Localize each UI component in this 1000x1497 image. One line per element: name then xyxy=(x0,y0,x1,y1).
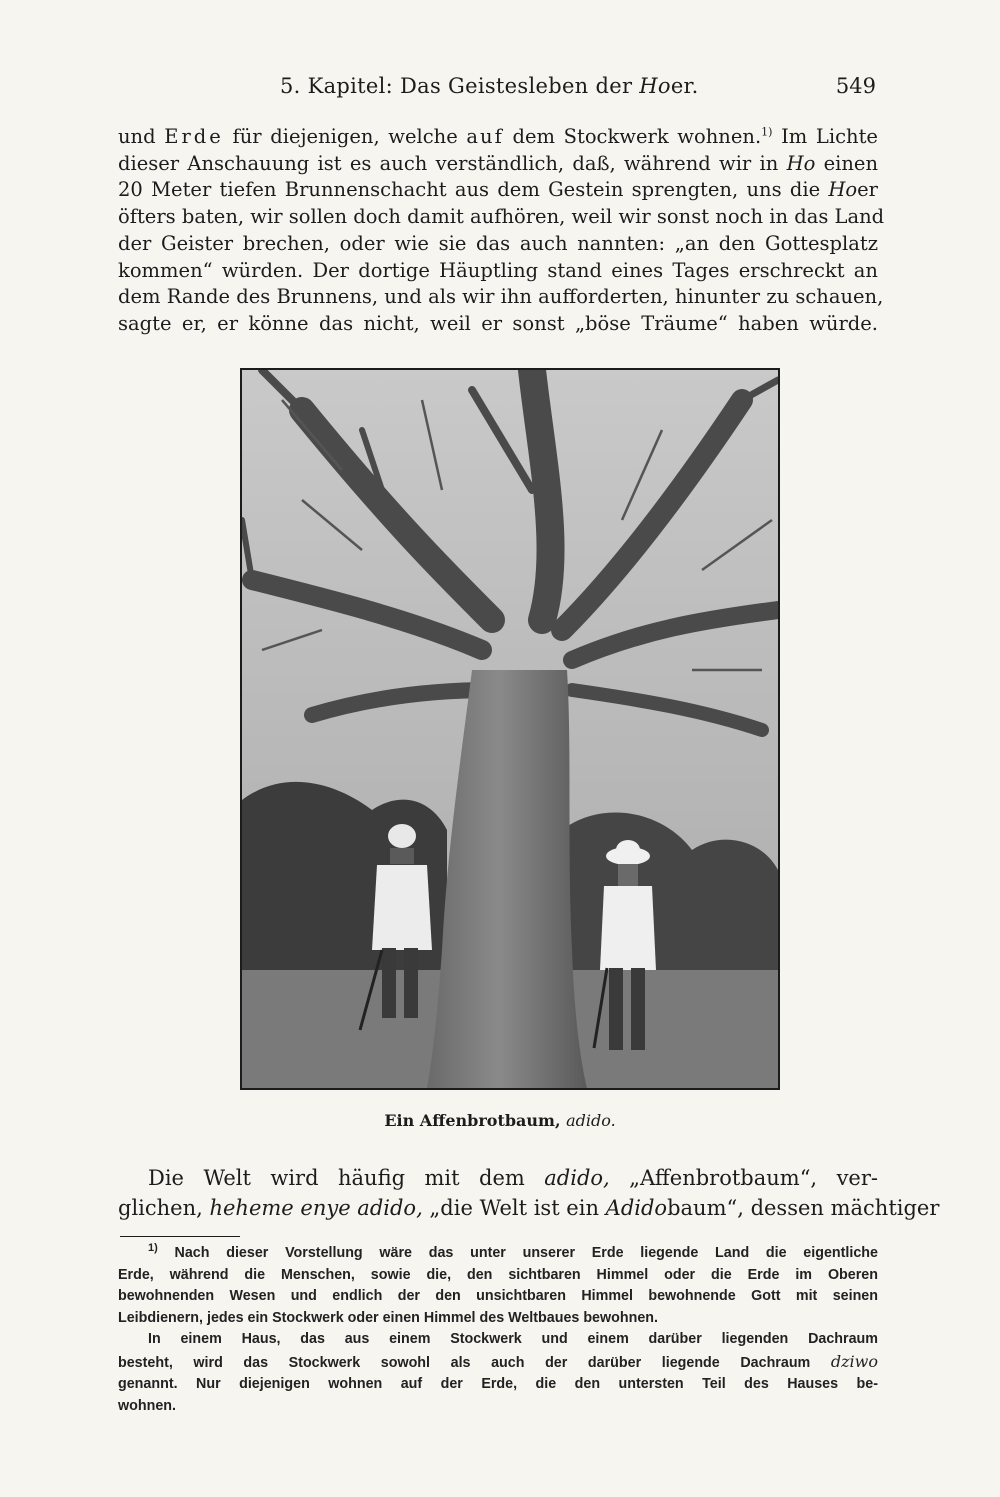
figure-caption: Ein Affenbrotbaum, adido. xyxy=(384,1111,616,1130)
text-line: dieser Anschauung ist es auch verständlich, daß, während wir in Ho einen xyxy=(118,151,878,175)
running-header xyxy=(120,74,880,104)
baobab-photograph xyxy=(240,368,780,1090)
paragraph xyxy=(118,1163,940,1223)
footnote-rule xyxy=(120,1236,240,1237)
text-line: der Geister brechen, oder wie sie das auch nannten: „an den Gottesplatz xyxy=(118,231,878,255)
text-line: glichen, heheme enye adido, „die Welt ist ein Adidobaum“, dessen mächtiger xyxy=(118,1196,940,1220)
footnote-ref: 1) xyxy=(761,125,773,139)
text-line: sagte er, er könne das nicht, weil er sonst „böse Träume“ haben würde. xyxy=(118,311,878,335)
text-line: 20 Meter tiefen Brunnenschacht aus dem Gestein sprengten, uns die Hoer xyxy=(118,178,878,202)
running-title: 5. Kapitel: Das Geistesleben der Hoer. xyxy=(280,74,699,98)
text-line: dem Rande des Brunnens, und als wir ihn aufforderten, hinunter zu schauen, xyxy=(118,285,884,309)
text-line: Die Welt wird häufig mit dem adido, „Affenbrotbaum“, ver- xyxy=(148,1166,878,1190)
paragraph-continued xyxy=(118,124,885,338)
text-line: und Erde für diejenigen, welche auf dem Stockwerk wohnen.$^{1)}$ Im Lichte xyxy=(118,125,878,148)
footnotes xyxy=(118,1243,878,1417)
footnote-line: $^{1)}$ Nach dieser Vorstellung wäre das unter unserer Erde liegende Land die eigentliche xyxy=(148,1242,878,1261)
footnote-line: genannt. Nur diejenigen wohnen auf der Erde, die den untersten Teil des Hauses be- xyxy=(118,1376,878,1392)
footnote-line: bewohnenden Wesen und endlich der den unsichtbaren Himmel bewohnende Gott mit seinen xyxy=(118,1288,878,1304)
footnote-line: Leibdienern, jedes ein Stockwerk oder einen Himmel des Weltbaues bewohnen. xyxy=(118,1309,658,1326)
footnote-line: wohnen. xyxy=(118,1397,176,1414)
footnote-line: besteht, wird das Stockwerk sowohl als auch der darüber liegende Dachraum dziwo xyxy=(118,1351,878,1371)
footnote-line: In einem Haus, das aus einem Stockwerk und einem darüber liegenden Dachraum xyxy=(148,1331,878,1347)
text-line: öfters baten, wir sollen doch damit aufhören, weil wir sonst noch in das Land xyxy=(118,205,885,229)
text-line: kommen“ würden. Der dortige Häuptling stand eines Tages erschreckt an xyxy=(118,258,878,282)
page-number: 549 xyxy=(835,74,876,98)
footnote-line: Erde, während die Menschen, sowie die, den sichtbaren Himmel oder die Erde im Oberen xyxy=(118,1266,878,1283)
